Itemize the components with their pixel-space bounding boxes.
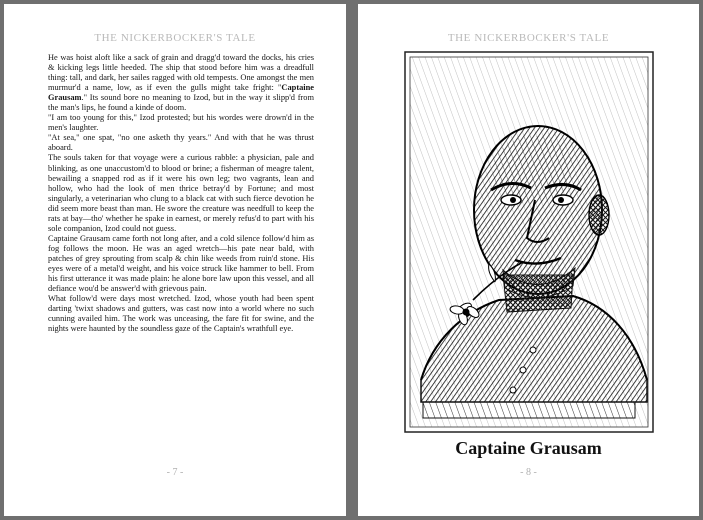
paragraph-4: The souls taken for that voyage were a curious rabble: a physician, pale and blinking, as one unaccustom'd to blood or brine; a fisherman of meagre talent, bewailing a snapped rod as if it were his own leg; two vagrants, lean and hollow, who had the look of men thrice betray'd by Fortune; and most singularly, a veterinarian who clung to a black cat with such fierce devotion he did seem more beast than man. He swore the creature was needfull to keep the rats at bay—tho' whether he spake in earnest, or merely refus'd to part with his sole companion, Izod could not guess.: [48, 153, 314, 233]
right-page: [358, 4, 699, 516]
paragraph-3: "At sea," one spat, "no one asketh thy years." And with that he was thrust aboard.: [48, 133, 314, 153]
paragraph-5: Captaine Grausam came forth not long after, and a cold silence follow'd him as fog follows the moon. He was an aged wretch—his pate near bald, with patches of grey sprouting from scalp & chin like weeds from ruin'd stone. His eyes were of a metal'd weight, and his voice struck like hammer to bell. From his first utterance it was made plain: he alone bore law upon this vessel, and all defiance wou'd be answer'd with grievous pain.: [48, 233, 314, 294]
paragraph-2: "I am too young for this," Izod protested; but his wordes were drown'd in the men's laughter.: [48, 113, 314, 133]
running-head-left: THE NICKERBOCKER'S TALE: [94, 32, 256, 44]
left-page: [4, 4, 346, 516]
running-head-right: THE NICKERBOCKER'S TALE: [447, 32, 610, 44]
illustration-caption: Captaine Grausam: [455, 438, 602, 458]
captain-portrait-illustration: [403, 50, 655, 434]
paragraph-1: He was hoist aloft like a sack of grain and dragg'd toward the docks, his cries & kicking legs little heeded. The ship that stood before him was a dreadfull thing: tall, and dark, her sailes ragged with old tempests. One amongst the men murmur'd a name, low, as if even the gulls might take fright: "Captaine Grausam." Its sound bore no meaning to Izod, but in the way it slipp'd from the man's lips, he found a kinde of doom.: [48, 53, 314, 113]
paragraph-6: What follow'd were days most wretched. Izod, whose youth had been spent darting 'twixt shadows and gutters, was cast now into a world where no such cunning availed him. The work was unceasing, the fare fit for swine, and the nights were haunted by the soundless gaze of the Captain's wrathfull eye.: [48, 294, 314, 334]
captain-name-emphasis: Captaine Grausam: [48, 83, 314, 103]
page-number-left: - 7 -: [166, 467, 184, 478]
body-text: [48, 53, 314, 334]
page-number-right: - 8 -: [520, 467, 537, 478]
engraved-portrait-icon: [403, 50, 655, 434]
